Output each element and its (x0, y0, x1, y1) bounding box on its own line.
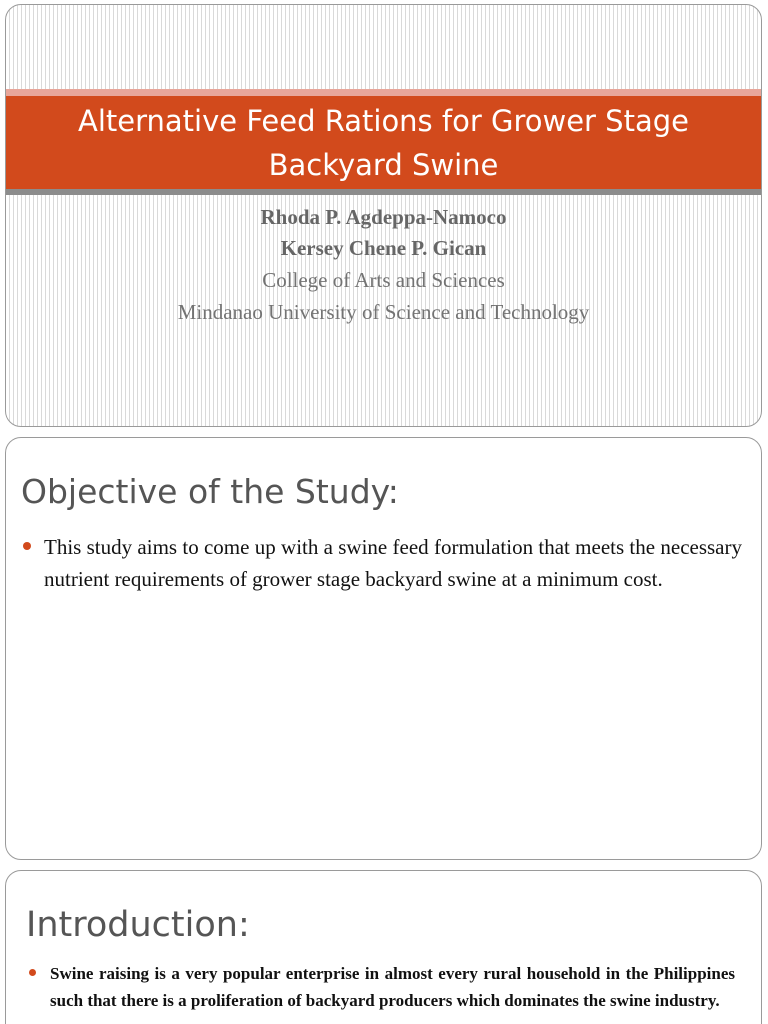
title-band-bottom-stripe (6, 189, 761, 195)
subtitle-block (6, 202, 761, 328)
author-name: Rhoda P. Agdeppa-Namoco (260, 205, 507, 229)
introduction-bullet-list (26, 960, 735, 1014)
introduction-heading: Introduction: (26, 905, 250, 945)
objective-bullet-list (20, 531, 742, 595)
objective-heading: Objective of the Study: (21, 472, 399, 511)
author-name: Kersey Chene P. Gican (280, 236, 487, 260)
list-item (20, 531, 742, 595)
title-band-top-stripe (6, 89, 761, 96)
slide-title: Alternative Feed Rations for Grower Stage Backyard Swine (78, 103, 689, 182)
title-band (6, 96, 761, 189)
department-name: College of Arts and Sciences (262, 268, 505, 292)
bullet-text: This study aims to come up with a swine feed formulation that meets the necessary nutrient requirements of grower stage backyard swine at a minimum cost. (44, 535, 742, 591)
title-slide (5, 4, 762, 427)
list-item (26, 960, 735, 1014)
bullet-dot-icon (29, 969, 36, 976)
bullet-dot-icon (23, 542, 31, 550)
university-name: Mindanao University of Science and Technology (177, 300, 590, 324)
bullet-text: Swine raising is a very popular enterprise in almost every rural household in the Philippines such that there is a proliferation of backyard producers which dominates the swine industry. (50, 964, 735, 1010)
objective-slide (5, 437, 762, 860)
introduction-slide (5, 870, 762, 1024)
